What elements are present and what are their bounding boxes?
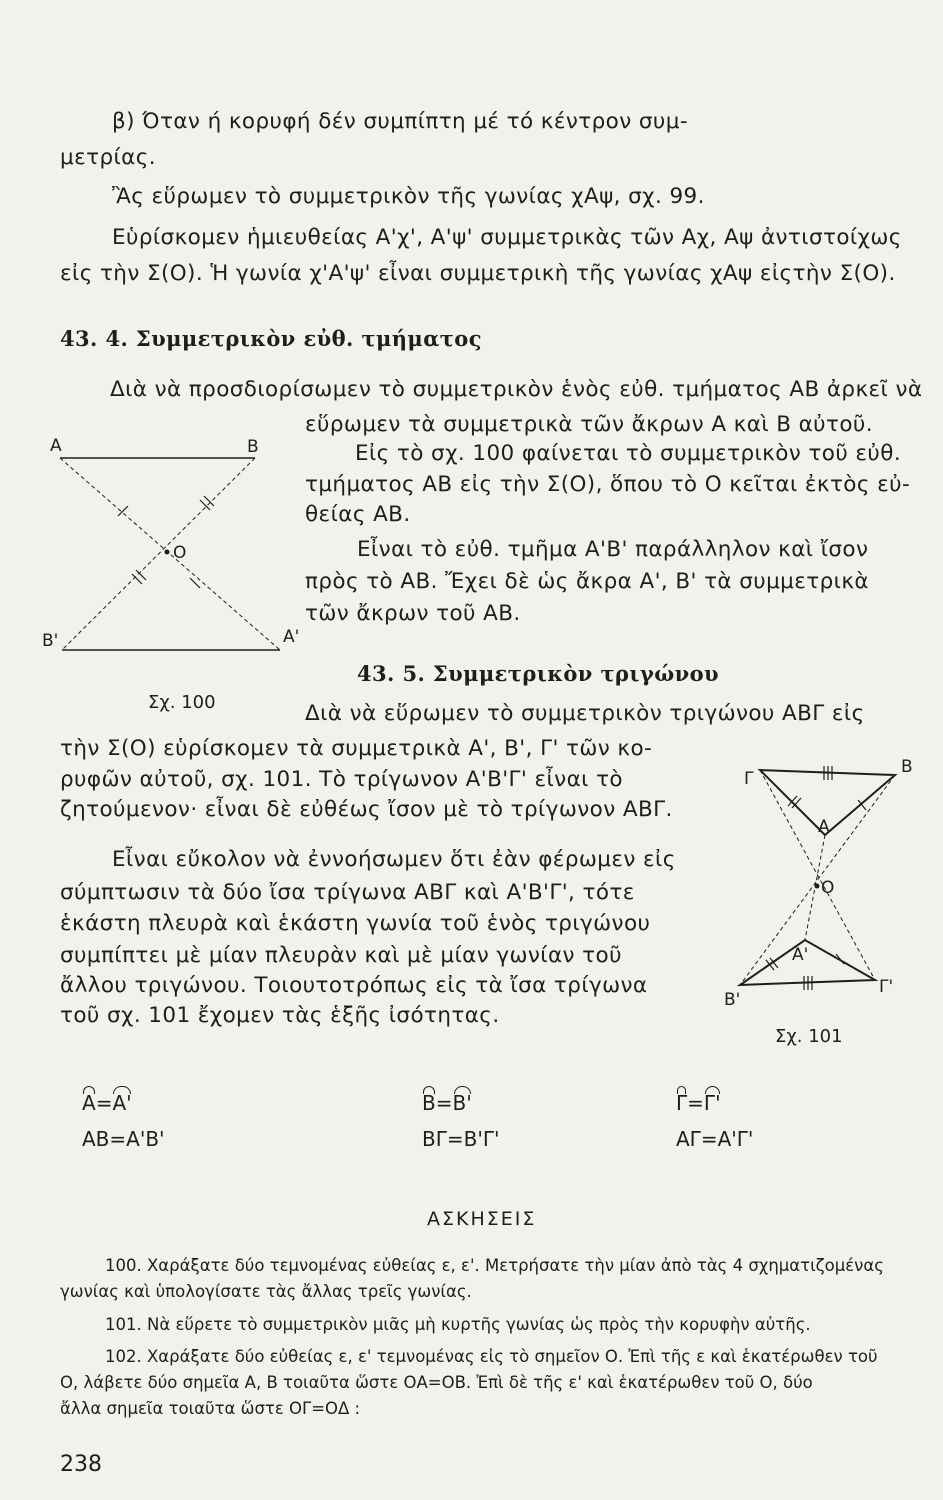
angle-g-prime: Γ' bbox=[703, 1091, 721, 1115]
s435-line6: ἑκάστη πλευρὰ καὶ ἑκάστη γωνία τοῦ ἑνὸς τριγώνου bbox=[60, 911, 651, 936]
line-a-a1 bbox=[60, 458, 280, 650]
label-o: O bbox=[173, 543, 187, 563]
find-angle-text: Ἂς εὕρωμεν τὸ συμμετρικὸν τῆς γωνίας χΑψ, σχ. 99. bbox=[112, 184, 705, 209]
exercise-102-line2: Ο, λάβετε δύο σημεῖα Α, Β τοιαῦτα ὥστε ΟΑ=ΟΒ. Ἐπὶ δὲ τῆς ε' καὶ ἑκατέρωθεν τοῦ Ο, δύο bbox=[60, 1373, 813, 1392]
angle-a-prime: Α' bbox=[112, 1091, 132, 1115]
s434-line6: πρὸς τὸ ΑΒ. Ἔχει δὲ ὡς ἄκρα Α', Β' τὰ συμμετρικὰ bbox=[305, 569, 869, 594]
s434-line1: εὕρωμεν τὰ συμμετρικὰ τῶν ἄκρων Α καὶ Β αὐτοῦ. bbox=[305, 412, 873, 437]
page-number: 238 bbox=[60, 1452, 102, 1477]
s435-line7: συμπίπτει μὲ μίαν πλευρὰν καὶ μὲ μίαν γωνίαν τοῦ bbox=[60, 943, 622, 968]
case-b-line1: β) Όταν ή κορυφή δέν συμπίπτη μέ τό κέντρον συμ- bbox=[112, 109, 688, 134]
exercise-100-line2: γωνίας καὶ ὑπολογίσατε τὰς ἄλλας τρεῖς γωνίας. bbox=[60, 1282, 472, 1301]
figure-101 bbox=[700, 750, 920, 1015]
s434-line5: Εἶναι τὸ εὐθ. τμῆμα Α'Β' παράλληλον καὶ ἴσον bbox=[357, 537, 869, 562]
s435-line3: ζητούμενον· εἶναι δὲ εὐθέως ἴσον μὲ τὸ τρίγωνον ΑΒΓ. bbox=[60, 797, 673, 822]
exercise-100-line1: 100. Χαράξατε δύο τεμνομένας εὐθείας ε, ε'. Μετρήσατε τὴν μίαν ἀπὸ τὰς 4 σχηματιζομένας bbox=[105, 1256, 884, 1275]
exercises-heading: ΑΣΚΗΣΕΙΣ bbox=[427, 1208, 537, 1230]
label-a-prime: A' bbox=[792, 945, 809, 965]
label-a: A bbox=[818, 817, 830, 837]
equality-angle-a: Α=Α' bbox=[82, 1091, 132, 1115]
case-b-line2: μετρίας. bbox=[60, 145, 156, 170]
s434-line4: θείας ΑΒ. bbox=[305, 502, 411, 527]
center-o bbox=[815, 884, 820, 889]
equality-angle-b: Β=Β' bbox=[422, 1091, 472, 1115]
s434-line7: τῶν ἄκρων τοῦ ΑΒ. bbox=[305, 601, 521, 626]
section-title-43-4: 43. 4. Συμμετρικὸν εὐθ. τμήματος bbox=[60, 326, 482, 351]
rays-line2: εἰς τὴν Σ(Ο). Ἡ γωνία χ'Α'ψ' εἶναι συμμετρικὴ τῆς γωνίας χΑψ εἰςτὴν Σ(Ο). bbox=[60, 261, 896, 286]
caption-fig100: Σχ. 100 bbox=[148, 692, 216, 713]
caption-fig101: Σχ. 101 bbox=[775, 1026, 843, 1047]
s435-line0: Διὰ νὰ εὕρωμεν τὸ συμμετρικὸν τριγώνου ΑΒΓ εἰς bbox=[305, 701, 865, 726]
label-b-prime: B' bbox=[724, 990, 741, 1010]
label-a-prime: A' bbox=[283, 627, 300, 647]
label-a: A bbox=[50, 436, 62, 456]
label-o: O bbox=[821, 878, 835, 898]
symmetry-lines bbox=[740, 770, 895, 985]
angle-g: Γ bbox=[676, 1091, 688, 1115]
equality-side-ag: ΑΓ=Α'Γ' bbox=[676, 1127, 754, 1151]
label-g: Γ bbox=[744, 769, 754, 789]
exercise-102-line1: 102. Χαράξατε δύο εὐθείας ε, ε' τεμνομένας εἰς τὸ σημεῖον Ο. Ἐπὶ τῆς ε καὶ ἑκατέρωθεν τοῦ bbox=[105, 1347, 878, 1366]
s434-line3: τμήματος ΑΒ εἰς τὴν Σ(Ο), ὅπου τὸ Ο κεῖται ἐκτὸς εὐ- bbox=[305, 472, 911, 497]
exercise-102-line3: ἄλλα σημεῖα τοιαῦτα ὥστε ΟΓ=ΟΔ : bbox=[60, 1399, 361, 1418]
s435-line4: Εἶναι εὔκολον νὰ ἐννοήσωμεν ὅτι ἐὰν φέρωμεν εἰς bbox=[112, 847, 676, 872]
equality-side-bg: ΒΓ=Β'Γ' bbox=[422, 1127, 500, 1151]
angle-b-prime: Β' bbox=[452, 1091, 472, 1115]
s435-line2: ρυφῶν αὐτοῦ, σχ. 101. Τὸ τρίγωνον Α'Β'Γ' εἶναι τὸ bbox=[60, 767, 623, 792]
section-title-43-5: 43. 5. Συμμετρικὸν τριγώνου bbox=[357, 661, 719, 686]
angle-b: Β bbox=[422, 1091, 436, 1115]
label-g-prime: Γ' bbox=[879, 977, 894, 997]
center-o bbox=[165, 550, 170, 555]
equality-side-ab: ΑΒ=Α'Β' bbox=[82, 1127, 165, 1151]
angle-a: Α bbox=[82, 1091, 96, 1115]
s435-line8: ἄλλου τριγώνου. Τοιουτοτρόπως εἰς τὰ ἴσα τρίγωνα bbox=[60, 973, 648, 998]
s434-line0: Διὰ νὰ προσδιορίσωμεν τὸ συμμετρικὸν ἑνὸς εὐθ. τμήματος ΑΒ ἀρκεῖ νὰ bbox=[110, 377, 923, 402]
figure-100 bbox=[40, 428, 310, 658]
label-b: B bbox=[901, 757, 913, 777]
equality-angle-g: Γ=Γ' bbox=[676, 1091, 721, 1115]
s435-line1: τὴν Σ(Ο) εὑρίσκομεν τὰ συμμετρικὰ Α', Β', Γ' τῶν κο- bbox=[60, 736, 653, 761]
s434-line2: Εἰς τὸ σχ. 100 φαίνεται τὸ συμμετρικὸν τοῦ εὐθ. bbox=[355, 441, 902, 466]
label-b-prime: B' bbox=[42, 631, 59, 651]
line-b-b1 bbox=[62, 458, 255, 650]
s435-line5: σύμπτωσιν τὰ δύο ἴσα τρίγωνα ΑΒΓ καὶ Α'Β'Γ', τότε bbox=[60, 880, 635, 905]
label-b: B bbox=[247, 437, 259, 457]
rays-line1: Εὑρίσκομεν ἡμιευθείας Α'χ', Α'ψ' συμμετρικὰς τῶν Αχ, Αψ ἀντιστοίχως bbox=[112, 225, 902, 250]
tick-marks bbox=[118, 496, 214, 588]
s435-line9: τοῦ σχ. 101 ἔχομεν τὰς ἑξῆς ἰσότητας. bbox=[60, 1003, 500, 1028]
exercise-101: 101. Νὰ εὕρετε τὸ συμμετρικὸν μιᾶς μὴ κυρτῆς γωνίας ὡς πρὸς τὴν κορυφὴν αὐτῆς. bbox=[105, 1315, 811, 1334]
